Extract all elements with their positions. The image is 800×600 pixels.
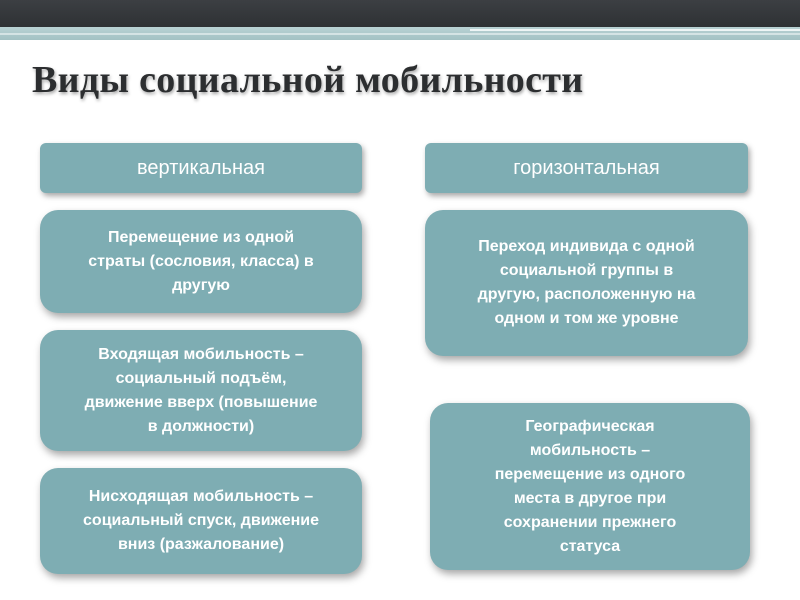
top-dark-band (0, 0, 800, 27)
top-accent-stripe (0, 27, 800, 40)
vertical-mobility-header: вертикальная (40, 143, 362, 193)
stripe-highlight-line (0, 33, 800, 35)
horizontal-definition-card: Переход индивида с одной социальной группы в другую, расположенную на одном и том же уровне (425, 210, 748, 356)
upward-mobility-card: Входящая мобильность – социальный подъём, движение вверх (повышение в должности) (40, 330, 362, 451)
slide-title: Виды социальной мобильности (32, 59, 584, 101)
vertical-definition-card: Перемещение из одной страты (сословия, класса) в другую (40, 210, 362, 313)
downward-mobility-card: Нисходящая мобильность – социальный спуск, движение вниз (разжалование) (40, 468, 362, 574)
horizontal-mobility-header: горизонтальная (425, 143, 748, 193)
geographic-mobility-card: Географическая мобильность – перемещение из одного места в другое при сохранении прежнего статуса (430, 403, 750, 570)
stripe-highlight-line (470, 29, 800, 31)
